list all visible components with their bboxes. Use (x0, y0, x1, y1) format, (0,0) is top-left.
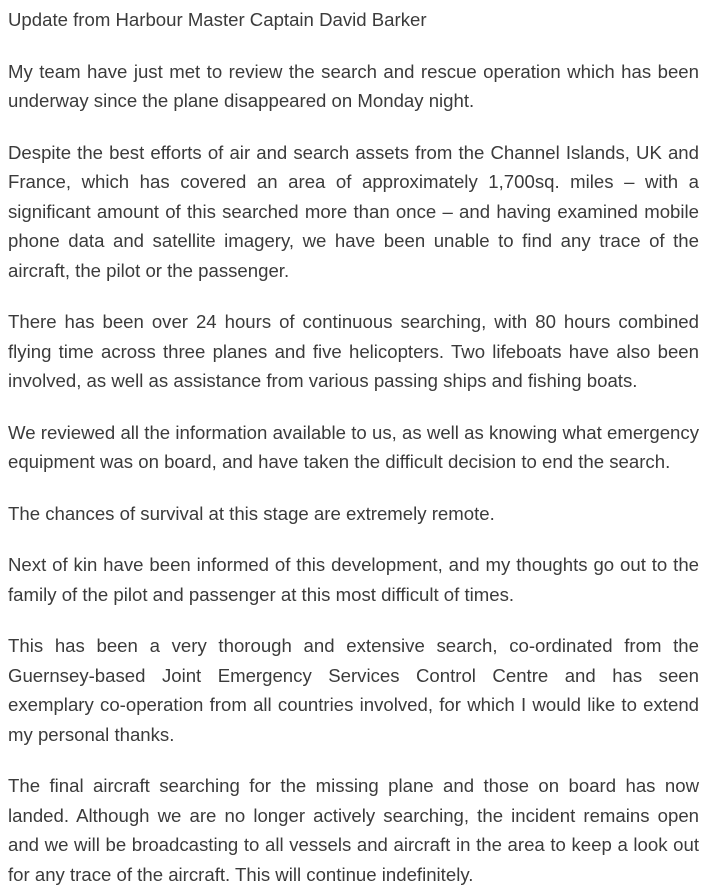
document-title: Update from Harbour Master Captain David Barker (8, 9, 427, 30)
paragraph-decision: We reviewed all the information available to us, as well as knowing what emergency equipment was on board, and have taken the difficult decision to end the search. (8, 421, 699, 472)
paragraph-search-efforts: Despite the best efforts of air and search assets from the Channel Islands, UK and France, which has covered an area of approximately 1,700sq. miles – with a significant amount of this searched more than once – and having examined mobile phone data and satellite imagery, we have been unable to find any trace of the aircraft, the pilot or the passenger. (8, 141, 699, 281)
paragraph-intro: My team have just met to review the search and rescue operation which has been underway since the plane disappeared on Monday night. (8, 60, 699, 111)
paragraph-hours-searched: There has been over 24 hours of continuous searching, with 80 hours combined flying time across three planes and five helicopters. Two lifeboats have also been involved, as well as assistance from various passing ships and fishing boats. (8, 311, 699, 391)
paragraph-survival-chances: The chances of survival at this stage are extremely remote. (8, 502, 495, 524)
paragraph-thanks: This has been a very thorough and extensive search, co-ordinated from the Guernsey-based Joint Emergency Services Control Centre and has seen exemplary co-operation from all countries involved, for which I would like to extend my personal thanks. (8, 635, 699, 745)
paragraph-final-aircraft: The final aircraft searching for the missing plane and those on board has now landed. Although we are no longer actively searching, the incident remains open and we will be broadcasting to all vessels and aircraft in the area to keep a look out for any trace of the aircraft. This will continue indefinitely. (8, 775, 699, 885)
paragraph-next-of-kin: Next of kin have been informed of this development, and my thoughts go out to the family of the pilot and passenger at this most difficult of times. (8, 554, 699, 605)
